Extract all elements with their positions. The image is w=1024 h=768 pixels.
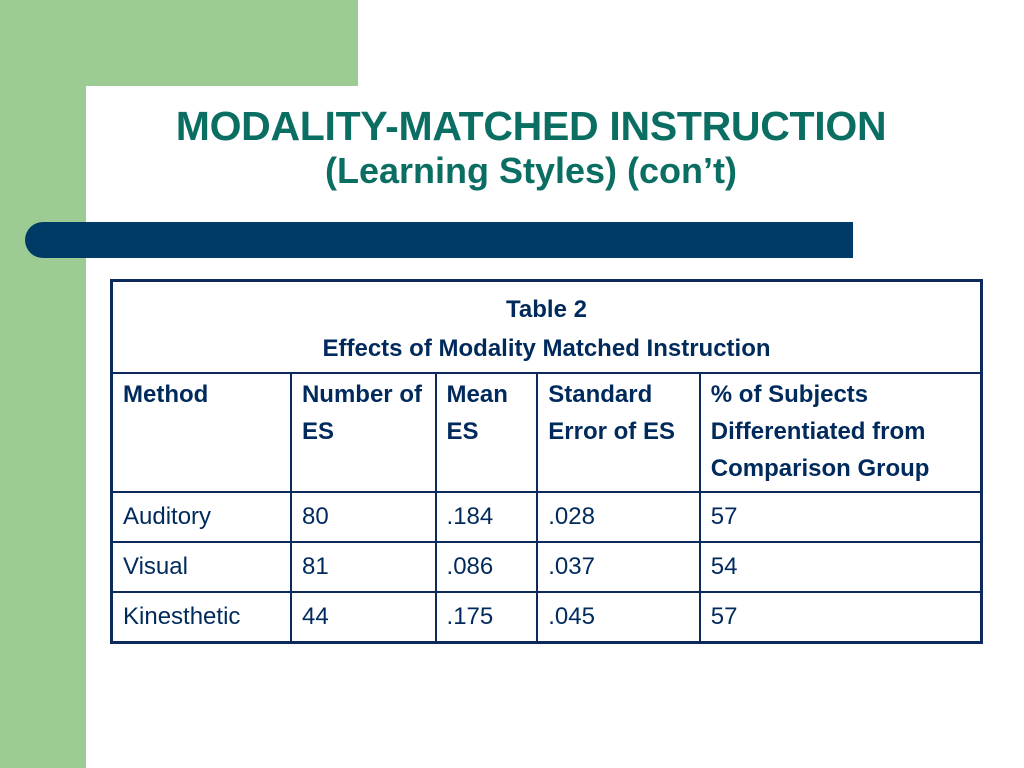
cell-standard-error: .037	[537, 542, 700, 592]
cell-percent-differentiated: 57	[700, 592, 982, 643]
table-caption	[112, 281, 982, 374]
cell-standard-error: .028	[537, 492, 700, 542]
slide-title	[86, 102, 976, 193]
cell-number-of-es: 81	[291, 542, 436, 592]
table-row	[112, 542, 982, 592]
header-mean-es: Mean ES	[436, 373, 538, 492]
table-row	[112, 592, 982, 643]
decorative-title-bar	[25, 222, 853, 258]
cell-standard-error: .045	[537, 592, 700, 643]
cell-method: Auditory	[112, 492, 291, 542]
cell-method: Kinesthetic	[112, 592, 291, 643]
cell-mean-es: .086	[436, 542, 538, 592]
effects-table	[110, 279, 983, 644]
table-caption-title: Effects of Modality Matched Instruction	[322, 335, 771, 362]
decorative-green-band-left	[0, 0, 86, 768]
table-header-row	[112, 373, 982, 492]
header-number-of-es: Number of ES	[291, 373, 436, 492]
header-method: Method	[112, 373, 291, 492]
slide-title-line2: (Learning Styles) (con’t)	[324, 150, 738, 192]
header-percent-differentiated: % of Subjects Differentiated from Comparison Group	[700, 373, 982, 492]
cell-percent-differentiated: 54	[700, 542, 982, 592]
cell-number-of-es: 44	[291, 592, 436, 643]
cell-mean-es: .175	[436, 592, 538, 643]
header-standard-error: Standard Error of ES	[537, 373, 700, 492]
table-caption-number: Table 2	[506, 296, 587, 323]
cell-number-of-es: 80	[291, 492, 436, 542]
table-row	[112, 492, 982, 542]
cell-method: Visual	[112, 542, 291, 592]
cell-percent-differentiated: 57	[700, 492, 982, 542]
table-caption-row	[112, 281, 982, 374]
slide-title-line1: MODALITY-MATCHED INSTRUCTION	[175, 103, 887, 149]
cell-mean-es: .184	[436, 492, 538, 542]
